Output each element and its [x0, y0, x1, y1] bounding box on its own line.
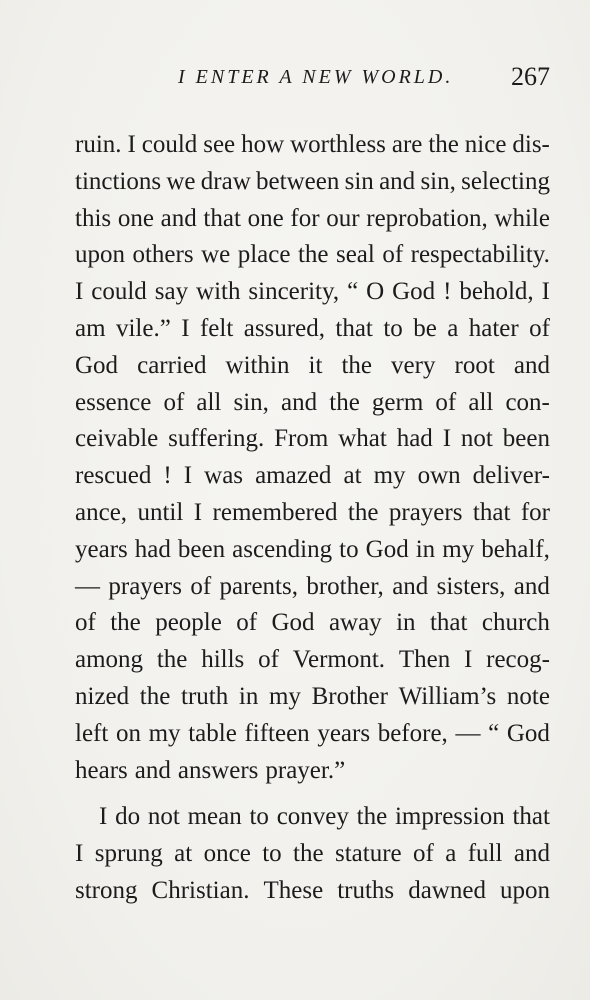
text-line: — prayers of parents, brother, and sisters, and	[75, 572, 550, 600]
text-line: years had been ascending to God in my behalf,	[75, 535, 550, 563]
text-line: strong Christian. These truths dawned upon	[75, 876, 550, 904]
running-title: I ENTER A NEW WORLD.	[178, 66, 454, 88]
text-line: I could say with sincerity, “ O God ! behold, I	[75, 278, 550, 306]
text-line: ceivable suffering. From what had I not been	[75, 425, 550, 453]
text-line: ance, until I remembered the prayers that for	[75, 498, 550, 526]
text-line: this one and that one for our reprobation, while	[75, 204, 550, 232]
running-head	[75, 62, 550, 102]
paragraph-gap	[75, 789, 550, 799]
text-line: God carried within it the very root and	[75, 351, 550, 379]
text-line: upon others we place the seal of respectability.	[75, 241, 550, 269]
text-line: nized the truth in my Brother William’s note	[75, 682, 550, 710]
text-line: I do not mean to convey the impression that	[99, 803, 550, 831]
text-line: am vile.” I felt assured, that to be a hater of	[75, 314, 550, 342]
body-text	[75, 127, 550, 910]
text-line: of the people of God away in that church	[75, 609, 550, 637]
text-line: I sprung at once to the stature of a full and	[75, 840, 550, 868]
text-line: rescued ! I was amazed at my own deliver-	[75, 462, 550, 490]
text-line: among the hills of Vermont. Then I recog-	[75, 646, 550, 674]
page-number: 267	[511, 62, 550, 91]
text-line: hears and answers prayer.”	[75, 756, 346, 784]
text-line: essence of all sin, and the germ of all con-	[75, 388, 550, 416]
text-line: left on my table fifteen years before, — “ God	[75, 719, 550, 747]
text-line: tinctions we draw between sin and sin, selecting	[75, 167, 550, 195]
text-line: ruin. I could see how worthless are the nice dis-	[75, 131, 550, 158]
